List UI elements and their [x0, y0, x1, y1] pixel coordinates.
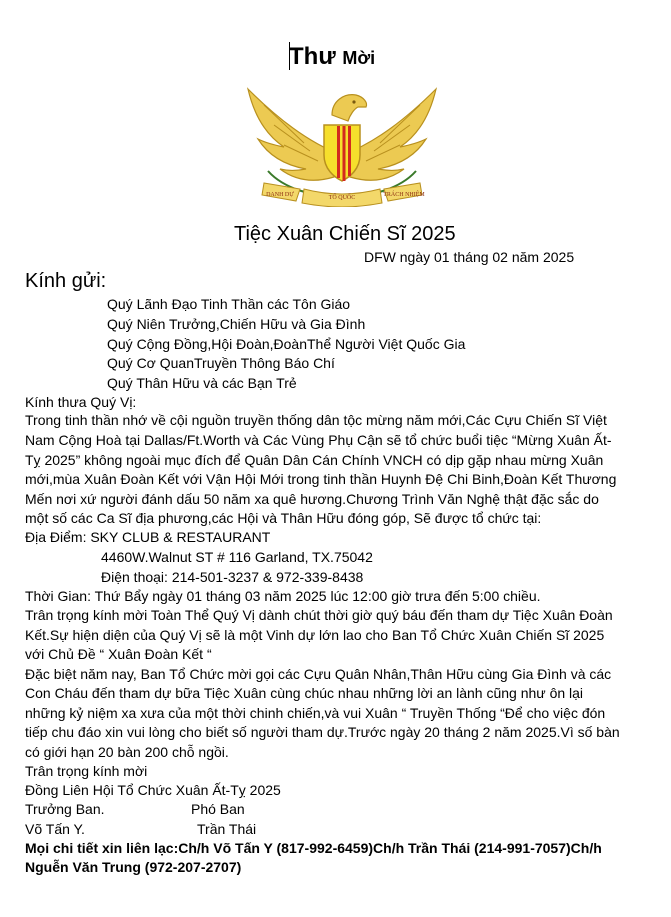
invite-line: Trân trọng kính mời Toàn Thể Quý Vị dành chút thời giờ quý báu đến tham dự Tiệc Xuân Đoàn	[25, 607, 613, 623]
organizer: Đồng Liên Hội Tổ Chức Xuân Ất-Tỵ 2025	[25, 782, 281, 798]
recipient-item: Quý Niên Trưởng,Chiến Hữu và Gia Đình	[107, 316, 366, 332]
location-line: Địa Điểm: SKY CLUB & RESTAURANT	[25, 529, 271, 545]
body-line: Nam Cộng Hoà tại Dallas/Ft.Worth và Các Vùng Phụ Cận sẽ tổ chức buổi tiệc “Mừng Xuân Ất-	[25, 432, 612, 448]
location-phone: Điện thoại: 214-501-3237 & 972-339-8438	[101, 569, 364, 585]
date-line: DFW ngày 01 tháng 02 năm 2025	[364, 249, 575, 265]
body-line: mới,mùa Xuân Đoàn Kết với Vận Hội Mới trong tinh thần Huynh Đệ Chi Binh,Đoàn Kết Thương	[25, 471, 617, 487]
ribbon-right-text: TRÁCH NHIỆM	[383, 192, 425, 198]
recipient-item: Quý Cộng Đồng,Hội Đoàn,ĐoànThể Người Việt Quốc Gia	[107, 336, 466, 352]
invite-line: Kết.Sự hiện diện của Quý Vị sẽ là một Vinh dự lớn lao cho Ban Tổ Chức Xuân Chiến Sĩ 2025	[25, 627, 605, 643]
name-deputy: Trần Thái	[197, 821, 257, 837]
closing: Trân trọng kính mời	[25, 763, 148, 779]
event-title: Tiệc Xuân Chiến Sĩ 2025	[234, 223, 456, 245]
special-line: những kỷ niệm xa xưa của một thời chinh chiến,và vui Xuân “ Truyền Thống “Để cho việc đón	[25, 705, 606, 721]
special-line: Đặc biệt năm nay, Ban Tổ Chức mời gọi các Cựu Quân Nhân,Thân Hữu cùng Gia Đình và các	[25, 666, 612, 682]
role-head: Trưởng Ban.	[25, 801, 105, 817]
eagle-crest-icon	[244, 85, 440, 207]
body-line: một số các Ca Sĩ địa phương,các Hội và Thân Hữu đóng góp, Sẽ được tổ chức tại:	[25, 510, 542, 526]
invite-line: với Chủ Đề “ Xuân Đoàn Kết “	[25, 646, 212, 662]
title-main: Thư	[289, 43, 336, 70]
ribbon-left-text: DANH DỰ	[266, 192, 294, 198]
title-small: Mời	[342, 48, 376, 68]
special-line: có giới hạn 20 bàn 200 chỗ ngồi.	[25, 744, 229, 760]
contact-line: Nguễn Văn Trung (972-207-2707)	[25, 859, 242, 875]
location-address: 4460W.Walnut ST # 116 Garland, TX.75042	[101, 549, 373, 565]
body-line: Tỵ 2025” không ngoài mục đích để Quân Dân Cán Chính VNCH có dịp gặp nhau mừng Xuân	[25, 452, 604, 468]
recipient-item: Quý Lãnh Đạo Tinh Thần các Tôn Giáo	[107, 296, 351, 312]
recipient-item: Quý Cơ QuanTruyền Thông Báo Chí	[107, 355, 335, 371]
ribbon-center-text: TỔ QUỐC	[328, 195, 356, 201]
body-line: Trong tinh thần nhớ về cội nguồn truyền thống dân tộc mừng năm mới,Các Cựu Chiến Sĩ Việt	[25, 412, 607, 428]
salutation: Kính gửi:	[25, 270, 107, 292]
contact-line: Mọi chi tiết xin liên lạc:Ch/h Võ Tấn Y (817-992-6459)Ch/h Trần Thái (214-991-7057)Ch/h	[25, 840, 602, 856]
time-line: Thời Gian: Thứ Bẩy ngày 01 tháng 03 năm 2025 lúc 12:00 giờ trưa đến 5:00 chiều.	[25, 588, 541, 604]
name-head: Võ Tấn Y.	[25, 821, 85, 837]
body-line: Mến nơi xứ người đánh dấu 50 năm xa quê hương.Chương Trình Văn Nghệ thật đặc sắc do	[25, 491, 599, 507]
special-line: tiếp chu đáo xin vui lòng cho biết số người tham dự.Trước ngày 20 tháng 2 năm 2025.Vì số bàn	[25, 724, 620, 740]
page-title	[289, 42, 375, 73]
special-line: Con Cháu đến tham dự bữa Tiệc Xuân cùng chúc nhau những lời an lành cũng như ôn lại	[25, 685, 584, 701]
greeting: Kính thưa Quý Vị:	[25, 394, 137, 410]
role-deputy: Phó Ban	[191, 801, 245, 817]
recipient-item: Quý Thân Hữu và các Bạn Trẻ	[107, 375, 297, 391]
